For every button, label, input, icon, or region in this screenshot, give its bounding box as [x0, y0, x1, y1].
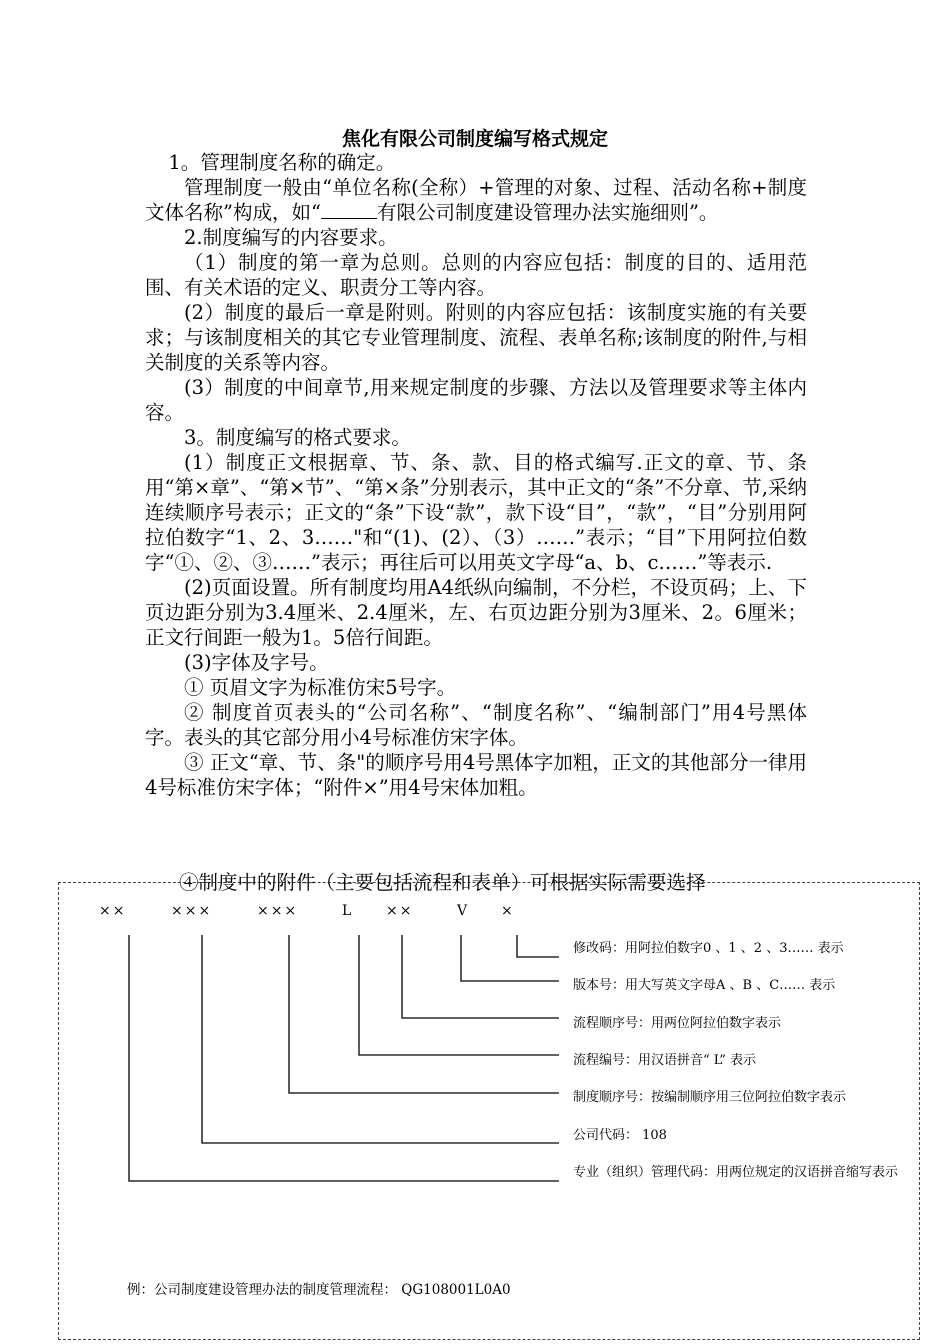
- code-segment: V: [457, 903, 470, 919]
- section-3-heading: 3。制度编写的格式要求。: [184, 426, 411, 449]
- code-label: 修改码：用阿拉伯数字0 、1 、2 、3…… 表示: [573, 941, 844, 956]
- code-segment: ××: [386, 903, 414, 919]
- paragraph: [145, 175, 807, 225]
- code-label: 流程顺序号：用两位阿拉伯数字表示: [573, 1016, 782, 1031]
- paragraph: (3)字体及字号。: [184, 651, 329, 674]
- blank-line: [321, 200, 377, 219]
- connector-line: [517, 935, 559, 957]
- paragraph: (1）制度正文根据章、节、条、款、目的格式编写.正文的章、节、条用“第×章”、“第×节”、“第×条”分别表示，其中正文的“条”不分章、节,采纳连续顺序号表示；正文的“条”下设“款”，款下设“目”，“款”，“目”分别用阿拉伯数字“1、2、3……"和“(1)、(2）、（3）……”表示；“目”下用阿拉伯数字“①、②、③……”表示；再往后可以用英文字母“a、b、c……”等表示.: [145, 451, 807, 574]
- connector-line: [359, 935, 559, 1055]
- connector-line: [461, 935, 559, 981]
- code-segment: ×××: [257, 903, 299, 919]
- list-item: ③ 正文“章、节、条"的顺序号用4号黑体字加粗，正文的其他部分一律用4号标准仿宋字体；“附件×”用4号宋体加粗。: [145, 751, 807, 799]
- code-label: 流程编号：用汉语拼音“ L” 表示: [573, 1053, 757, 1068]
- code-label: 专业（组织）管理代码：用两位规定的汉语拼音缩写表示: [573, 1165, 899, 1180]
- code-label: 制度顺序号：按编制顺序用三位阿拉伯数字表示: [573, 1090, 847, 1105]
- code-segment: L: [342, 903, 354, 919]
- text-run: 有限公司制度建设管理办法实施细则”。: [376, 201, 719, 224]
- document-title: 焦化有限公司制度编写格式规定: [341, 128, 608, 150]
- code-segment: ×××: [171, 903, 213, 919]
- paragraph: (2)页面设置。所有制度均用A4纸纵向编制，不分栏，不设页码；上、下页边距分别为3.4厘米、2.4厘米，左、右页边距分别为3厘米、2。6厘米；正文行间距一般为1。5倍行间距。: [145, 576, 807, 649]
- paragraph: （1）制度的第一章为总则。总则的内容应包括：制度的目的、适用范围、有关术语的定义、职责分工等内容。: [145, 251, 807, 299]
- list-item: ② 制度首页表头的“公司名称”、“制度名称”、“编制部门”用4号黑体字。表头的其它部分用小4号标准仿宋字体。: [145, 701, 807, 749]
- paragraph: (3）制度的中间章节,用来规定制度的步骤、方法以及管理要求等主体内容。: [145, 376, 807, 424]
- code-segment: ××: [99, 903, 127, 919]
- list-item: ① 页眉文字为标准仿宋5号字。: [184, 676, 457, 699]
- paragraph: (2）制度的最后一章是附则。附则的内容应包括：该制度实施的有关要求；与该制度相关的其它专业管理制度、流程、表单名称;该制度的附件,与相关制度的关系等内容。: [145, 301, 807, 374]
- code-segment: ×: [501, 903, 515, 919]
- section-1-heading: 1。管理制度名称的确定。: [168, 151, 396, 174]
- section-2-heading: 2.制度编写的内容要求。: [184, 226, 398, 249]
- partially-covered-text: ④制度中的附件（主要包括流程和表单）可根据实际需要选择: [179, 871, 706, 894]
- example-code: 例：公司制度建设管理办法的制度管理流程： QG108001L0A0: [127, 1282, 511, 1298]
- document-body: [145, 150, 807, 800]
- connector-line: [202, 935, 559, 1143]
- code-format-diagram: [58, 871, 920, 1340]
- connector-line: [402, 935, 559, 1018]
- code-label: 版本号：用大写英文字母A 、B 、C…… 表示: [573, 978, 836, 993]
- connector-line: [289, 935, 559, 1093]
- text-run: 管理制度一般由“单位名称(全称）+管理的对象、过程、活动名称+制度文体名称”构成，如“: [145, 176, 807, 224]
- code-label: 公司代码： 108: [573, 1128, 667, 1143]
- connector-line: [129, 935, 559, 1181]
